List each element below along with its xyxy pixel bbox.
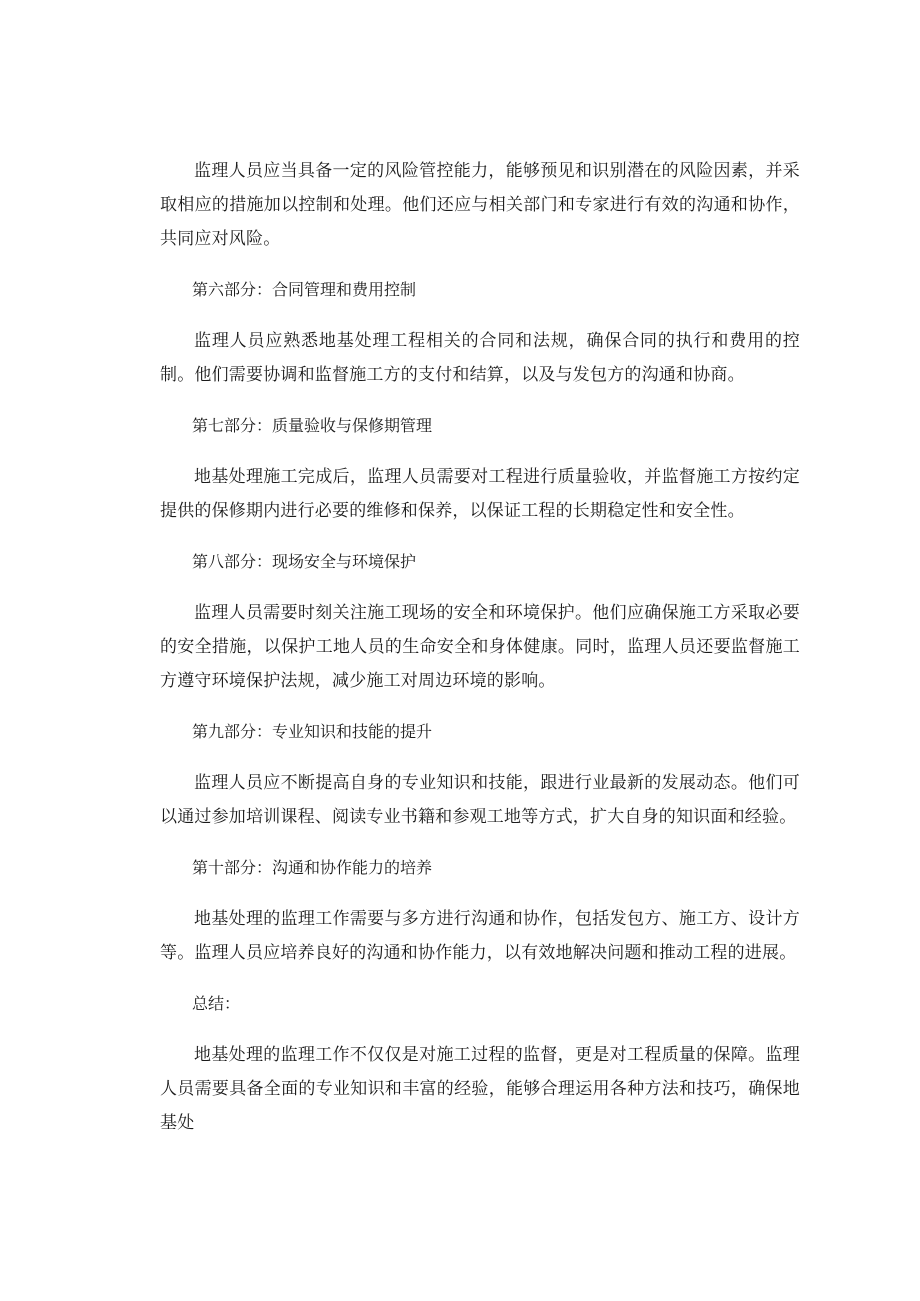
document-body (160, 154, 800, 1157)
section-heading-summary: 总结： (192, 994, 241, 1013)
paragraph-communication: 地基处理的监理工作需要与多方进行沟通和协作，包括发包方、施工方、设计方等。监理人员应培养良好的沟通和协作能力，以有效地解决问题和推动工程的进展。 (160, 909, 800, 963)
section-heading-10: 第十部分：沟通和协作能力的培养 (192, 858, 433, 877)
section-heading-6: 第六部分：合同管理和费用控制 (192, 280, 417, 299)
paragraph-summary: 地基处理的监理工作不仅仅是对施工过程的监督，更是对工程质量的保障。监理人员需要具备全面的专业知识和丰富的经验，能够合理运用各种方法和技巧，确保地基处 (160, 1045, 800, 1133)
section-heading-8: 第八部分：现场安全与环境保护 (192, 552, 417, 571)
section-heading-7: 第七部分：质量验收与保修期管理 (192, 416, 433, 435)
paragraph-risk-control: 监理人员应当具备一定的风险管控能力，能够预见和识别潜在的风险因素，并采取相应的措施加以控制和处理。他们还应与相关部门和专家进行有效的沟通和协作，共同应对风险。 (160, 161, 800, 249)
section-heading-9: 第九部分：专业知识和技能的提升 (192, 722, 433, 741)
paragraph-site-safety: 监理人员需要时刻关注施工现场的安全和环境保护。他们应确保施工方采取必要的安全措施，以保护工地人员的生命安全和身体健康。同时，监理人员还要监督施工方遵守环境保护法规，减少施工对周边环境的影响。 (160, 603, 800, 691)
paragraph-quality-acceptance: 地基处理施工完成后，监理人员需要对工程进行质量验收，并监督施工方按约定提供的保修期内进行必要的维修和保养，以保证工程的长期稳定性和安全性。 (160, 467, 800, 521)
paragraph-professional-skills: 监理人员应不断提高自身的专业知识和技能，跟进行业最新的发展动态。他们可以通过参加培训课程、阅读专业书籍和参观工地等方式，扩大自身的知识面和经验。 (160, 773, 800, 827)
paragraph-contract-management: 监理人员应熟悉地基处理工程相关的合同和法规，确保合同的执行和费用的控制。他们需要协调和监督施工方的支付和结算，以及与发包方的沟通和协商。 (160, 331, 800, 385)
